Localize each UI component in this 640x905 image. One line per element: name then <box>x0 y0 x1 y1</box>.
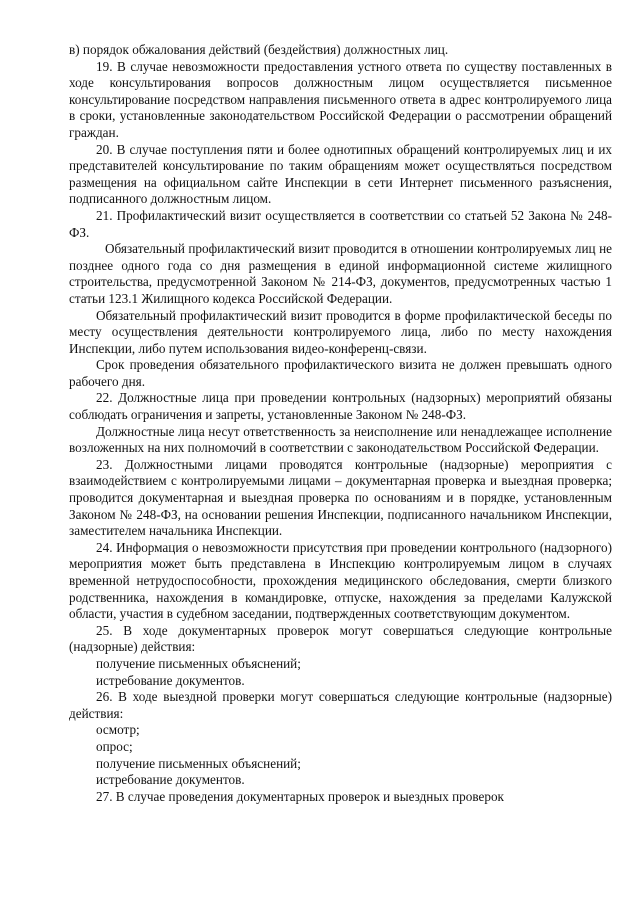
list-item: получение письменных объяснений; <box>96 755 301 771</box>
paragraph-11: 25. В ходе документарных проверок могут совершаться следующие контрольные (надзорные) действия: <box>69 622 612 655</box>
list-item: получение письменных объяснений; <box>96 655 301 671</box>
list-item: истребование документов. <box>96 672 245 688</box>
paragraph-0: в) порядок обжалования действий (бездействия) должностных лиц. <box>69 42 449 57</box>
paragraph-7: 22. Должностные лица при проведении контрольных (надзорных) мероприятий обязаны соблюдать ограничения и запреты, установленные Законом № 248-ФЗ. <box>69 390 612 423</box>
paragraph-6: Срок проведения обязательного профилактического визита не должен превышать одного рабочего дня. <box>69 357 612 389</box>
paragraph-19: 27. В случае проведения документарных проверок и выездных проверок <box>96 788 504 804</box>
list-item: истребование документов. <box>96 772 245 788</box>
paragraph-3: 21. Профилактический визит осуществляется в соответствии со статьей 52 Закона № 248-ФЗ. <box>69 207 612 240</box>
list-item: опрос; <box>96 738 133 754</box>
paragraph-1: 19. В случае невозможности предоставления устного ответа по существу поставленных в ходе консультирования вопросов должностным лицом осуществляется письменное консультирование посредством направления письменного ответа в адрес контролируемого лица в сроки, установленные законодательством Российской Федерации о рассмотрении обращений граждан. <box>69 58 612 140</box>
list-item: осмотр; <box>96 722 140 738</box>
paragraph-14: 26. В ходе выездной проверки могут совершаться следующие контрольные (надзорные) действия: <box>69 689 612 721</box>
paragraph-4: Обязательный профилактический визит проводится в отношении контролируемых лиц не позднее одного года со дня размещения в единой информационной системе жилищного строительства, предусмотренной Законом № 214-ФЗ, документов, предусмотренных частью 1 статьи 123.1 Жилищного кодекса Российской Федерации. <box>69 241 612 306</box>
paragraph-2: 20. В случае поступления пяти и более однотипных обращений контролируемых лиц и их представителей консультирование по таким обращениям может осуществляться посредством размещения на официальном сайте Инспекции в сети Интернет письменного разъяснения, подписанного должностным лицом. <box>69 141 612 207</box>
paragraph-10: 24. Информация о невозможности присутствия при проведении контрольного (надзорного) мероприятия может быть представлена в Инспекцию контролируемым лицом в случаях временной нетрудоспособности, прохождения медицинского обследования, смерти близкого родственника, нахождения в командировке, отпуске, нахождения за пределами Калужской области, участия в судебном заседании, подтвержденных соответствующим документом. <box>69 539 612 622</box>
paragraph-8: Должностные лица несут ответственность за неисполнение или ненадлежащее исполнение возложенных на них полномочий в соответствии с законодательством Российской Федерации. <box>69 423 612 456</box>
paragraph-5: Обязательный профилактический визит проводится в форме профилактической беседы по месту осуществления деятельности контролируемого лица, либо по месту нахождения Инспекции, либо путем использования видео-конференц-связи. <box>69 307 612 356</box>
paragraph-9: 23. Должностными лицами проводятся контрольные (надзорные) мероприятия с взаимодействием с контролируемыми лицами – документарная проверка и выездная проверка; проводится документарная и выездная проверка по основаниям и в порядке, установленным Законом № 248-ФЗ, на основании решения Инспекции, подписанного начальником Инспекции, заместителем начальника Инспекции. <box>69 456 612 539</box>
